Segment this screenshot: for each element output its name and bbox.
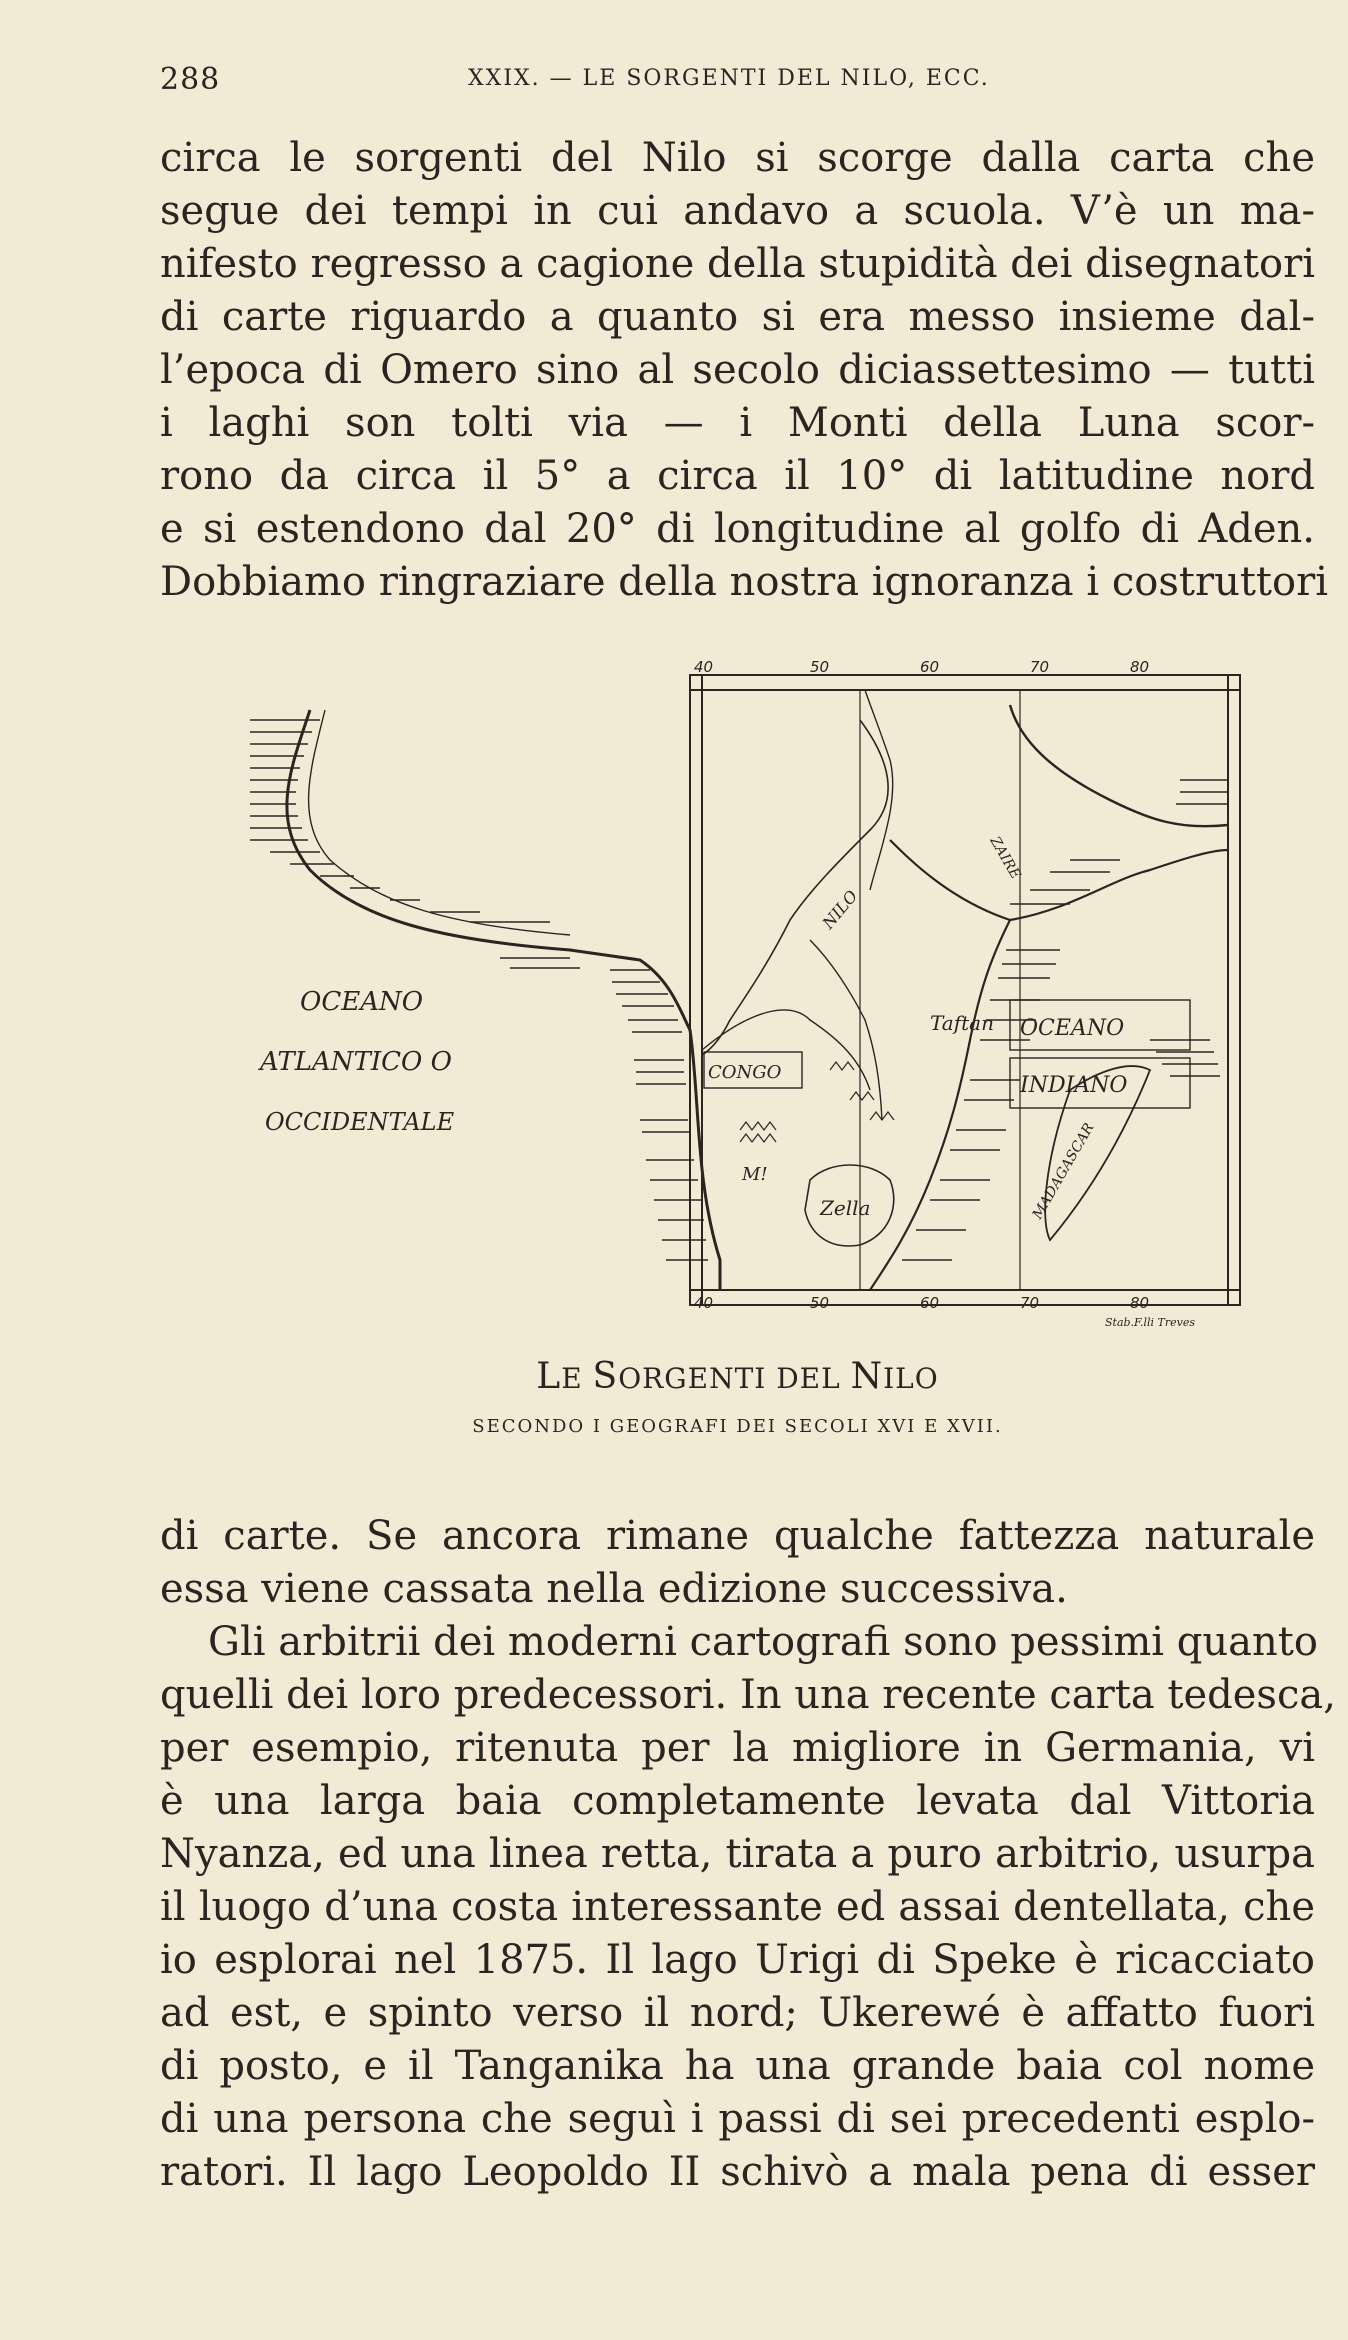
text-line: Dobbiamo ringraziare della nostra ignoranza i costruttori (160, 559, 1328, 605)
running-title: XXIX. — LE SORGENTI DEL NILO, ECC. (468, 66, 990, 91)
tick-bottom-70: 70 (1020, 1294, 1040, 1312)
label-oceano: OCEANO (300, 987, 424, 1017)
text-line: io esplorai nel 1875. Il lago Urigi di Speke è ricacciato (160, 1937, 1315, 1983)
tick-bottom-80: 80 (1130, 1294, 1150, 1312)
tick-top-40: 40 (694, 660, 714, 676)
text-line: quelli dei loro predecessori. In una recente carta tedesca, (160, 1672, 1336, 1718)
paragraph-3 (160, 1616, 1336, 2199)
caption-cap: S (592, 1356, 619, 1397)
label-oceano-indiano-1: OCEANO (1020, 1016, 1125, 1041)
text-line: circa le sorgenti del Nilo si scorge dalla carta che (160, 135, 1315, 181)
tick-top-60: 60 (920, 660, 940, 676)
figure-caption-title (160, 1356, 1315, 1397)
engraver-credit: Stab.F.lli Treves (1105, 1316, 1195, 1329)
label-congo: CONGO (708, 1062, 782, 1083)
text-line: e si estendono dal 20° di longitudine al golfo di Aden. (160, 506, 1315, 552)
text-line: Gli arbitrii dei moderni cartografi sono pessimi quanto (208, 1619, 1318, 1665)
text-line: di posto, e il Tanganika ha una grande baia col nome (160, 2043, 1315, 2089)
text-line: per esempio, ritenuta per la migliore in Germania, vi (160, 1725, 1315, 1771)
label-nilo: NILO (818, 886, 862, 933)
text-line: essa viene cassata nella edizione successiva. (160, 1566, 1068, 1612)
caption-smallcaps: ILO (883, 1362, 939, 1395)
text-line: di carte. Se ancora rimane qualche fattezza naturale (160, 1513, 1315, 1559)
text-line: di carte riguardo a quanto si era messo insieme dal- (160, 294, 1315, 340)
page-number: 288 (160, 62, 221, 97)
paragraph-2 (160, 1510, 1315, 1616)
text-line: di una persona che seguì i passi di sei precedenti esplo- (160, 2096, 1315, 2142)
text-line: i laghi son tolti via — i Monti della Luna scor- (160, 400, 1315, 446)
tick-bottom-60: 60 (920, 1294, 940, 1312)
label-atlantico: ATLANTICO O (260, 1047, 452, 1077)
tick-bottom-40: 40 (694, 1294, 714, 1312)
tick-bottom-50: 50 (810, 1294, 830, 1312)
text-line: nifesto regresso a cagione della stupidità dei disegnatori (160, 241, 1315, 287)
label-lake: Zella (820, 1196, 871, 1220)
label-mountains: M! (742, 1164, 768, 1185)
text-line: il luogo d’una costa interessante ed assai dentellata, che (160, 1884, 1315, 1930)
label-zaire: ZAIRE (986, 834, 1024, 882)
caption-smallcaps: ORGENTI DEL (618, 1362, 851, 1395)
caption-smallcaps: E (561, 1362, 593, 1395)
historical-map-figure (250, 660, 1250, 1340)
tick-top-70: 70 (1030, 660, 1050, 676)
text-line: rono da circa il 5° a circa il 10° di latitudine nord (160, 453, 1315, 499)
text-line: l’epoca di Omero sino al secolo diciassettesimo — tutti (160, 347, 1315, 393)
text-line: ad est, e spinto verso il nord; Ukerewé è affatto fuori (160, 1990, 1315, 2036)
text-line: Nyanza, ed una linea retta, tirata a puro arbitrio, usurpa (160, 1831, 1315, 1877)
label-occidentale: OCCIDENTALE (265, 1108, 455, 1136)
text-line: è una larga baia completamente levata dal Vittoria (160, 1778, 1315, 1824)
caption-cap: N (850, 1356, 884, 1397)
text-line: ratori. Il lago Leopoldo II schivò a mala pena di esser (160, 2149, 1315, 2195)
tick-top-80: 80 (1130, 660, 1150, 676)
figure-caption-subtitle: SECONDO I GEOGRAFI DEI SECOLI XVI E XVII. (472, 1416, 1003, 1437)
caption-cap: L (536, 1356, 562, 1397)
label-madagascar: MADAGASCAR (1029, 1120, 1098, 1222)
text-line: segue dei tempi in cui andavo a scuola. V’è un ma- (160, 188, 1315, 234)
paragraph-1 (160, 132, 1328, 609)
tick-top-50: 50 (810, 660, 830, 676)
label-taftan: Taftan (930, 1011, 994, 1035)
label-oceano-indiano-2: INDIANO (1020, 1073, 1128, 1098)
page-header (160, 62, 1210, 102)
